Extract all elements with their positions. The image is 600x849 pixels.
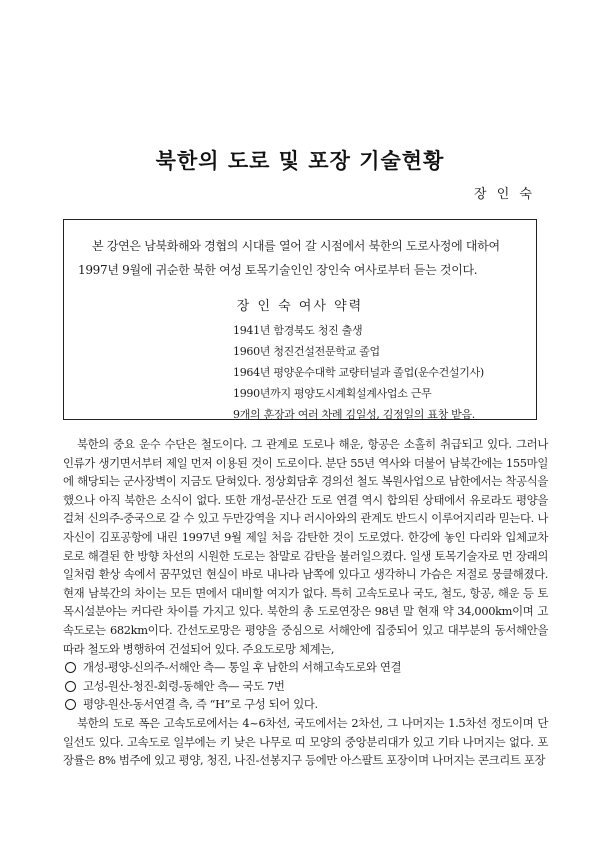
circle-bullet-icon <box>65 662 76 673</box>
career-title: 장 인 숙 여사 약력 <box>236 299 364 314</box>
career-item: 1941년 함경북도 청진 출생 <box>233 324 363 337</box>
corridor-list <box>63 658 548 714</box>
career-item: 1960년 청진건설전문학교 졸업 <box>233 345 380 358</box>
circle-bullet-icon <box>65 699 76 710</box>
corridor-text: 평양-원산-동서연결 측, 즉 “H”로 구성 되어 있다. <box>83 697 318 712</box>
intro-text: 본 강연은 남북화해와 경협의 시대를 열어 갈 시점에서 북한의 도로사정에 대하여 1997년 9월에 귀순한 북한 여성 토목기술인인 장인숙 여사로부터 듣는 것이다. <box>78 239 500 277</box>
career-item: 1964년 평양운수대학 교량터널과 졸업(운수건설기사) <box>233 366 484 379</box>
page-title: 북한의 도로 및 포장 기술현황 <box>155 149 445 173</box>
author-name: 장 인 숙 <box>474 187 535 202</box>
corridor-text: 개성-평양-신의주-서해안 측— 통일 후 남한의 서해고속도로와 연결 <box>83 660 402 675</box>
corridor-item <box>63 695 548 714</box>
career-item: 1990년까지 평양도시계획설계사업소 근무 <box>233 387 432 400</box>
body-paragraph-2: 북한의 도로 폭은 고속도로에서는 4~6차선, 국도에서는 2차선, 그 나머지는 1.5차선 정도이며 단일선도 있다. 고속도로 일부에는 키 낮은 나무로 띠 모양의 중앙분리대가 있고 기타 나머지는 없다. 포장률은 8% 범주에 있고 평양, 청진, 나진-선봉지구 등에만 아스팔트 포장이며 나머지는 콘크리트 포장 <box>63 715 549 768</box>
corridor-text: 고성-원산-청진-회령-동해안 측— 국도 7번 <box>83 678 285 693</box>
corridor-item <box>63 677 548 696</box>
body-paragraph-1: 북한의 중요 운수 수단은 철도이다. 그 관계로 도로나 해운, 항공은 소홀히 취급되고 있다. 그러나 인류가 생기면서부터 제일 먼저 이용된 것이 도로이다. 분단 55년 역사와 더불어 남북간에는 155마일에 해당되는 군사장벽이 지금도 닫혀있다. 정상회담후 경의선 철도 복원사업으로 남한에서는 착공식을 했으나 아직 북한은 소식이 없다. 또한 개성-문산간 도로 연결 역시 합의된 상태에서 유로라도 평양을 걸쳐 신의주-중국으로 갈 수 있고 두만강역을 지나 러시아와의 관계도 반드시 이루어지리라 믿는다. 나 자신이 김포공항에 내린 1997년 9월 제일 처음 감탄한 것이 도로였다. 한강에 놓인 다리와 입체교차로로 해결된 한 방향 차선의 시원한 도로는 참말로 감탄을 불러일으켰다. 일생 토목기술자로 먼 장래의 일처럼 환상 속에서 꿈꾸었던 현실이 바로 내나라 남쪽에 있다고 생각하니 가슴은 저절로 뭉클해졌다. 현재 남북간의 차이는 모든 면에서 대비할 여지가 없다. 특히 고속도로나 국도, 철도, 항공, 해운 등 토목시설분야는 커다란 차이를 가지고 있다. 북한의 총 도로연장은 98년 말 현재 약 34,000km이며 고속도로는 682km이다. 간선도로망은 평양을 중심으로 서해안에 집중되어 있고 대부분의 동서해안을 따라 철도와 병행하여 건설되어 있다. 주요도로망 체계는, <box>63 437 548 656</box>
corridor-item <box>63 658 548 677</box>
career-item: 9개의 훈장과 여러 차례 김일성, 김정일의 표창 받음. <box>233 408 475 421</box>
circle-bullet-icon <box>65 681 76 692</box>
intro-box <box>63 219 537 420</box>
career-list <box>233 320 522 425</box>
body-text <box>63 435 548 770</box>
